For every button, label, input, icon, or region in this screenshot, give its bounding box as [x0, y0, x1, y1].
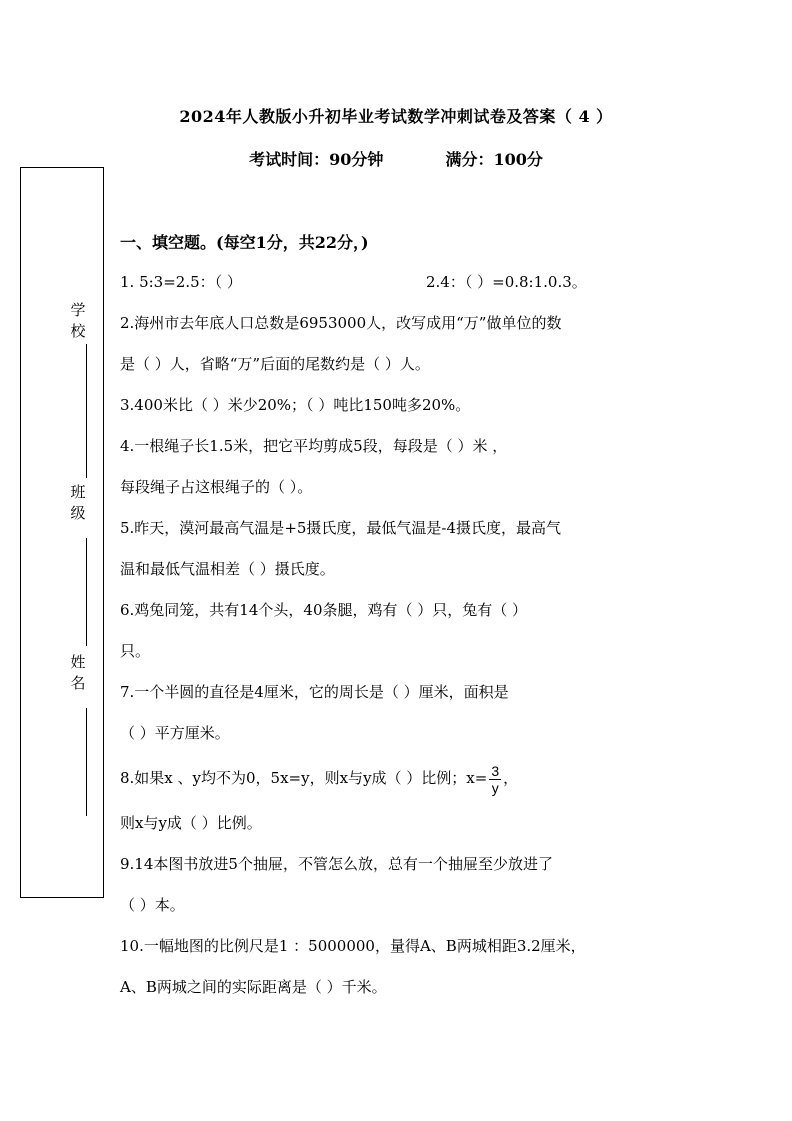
question-3: 3.400米比（ ）米少20%；（ ）吨比150吨多20%。 — [120, 396, 471, 414]
question-area — [120, 229, 680, 1008]
question-7-line2: （ ）平方厘米。 — [120, 724, 230, 742]
class-line[interactable] — [86, 538, 87, 646]
question-6-line1: 6.鸡兔同笼，共有14个头，40条腿，鸡有（ ）只，兔有（ ） — [120, 601, 528, 619]
question-6-line2: 只。 — [120, 642, 151, 660]
class-label: 班 级 — [70, 483, 86, 522]
exam-time: 考试时间：90分钟 — [249, 150, 384, 169]
question-10-line2: A、B两城之间的实际距离是（ ）千米。 — [120, 978, 387, 996]
exam-info — [0, 147, 792, 170]
exam-title: 2024年人教版小升初毕业考试数学冲刺试卷及答案（ 4 ） — [179, 107, 613, 126]
question-5-line2: 温和最低气温相差（ ）摄氏度。 — [120, 560, 335, 578]
question-2-line1: 2.海州市去年底人口总数是6953000人，改写成用“万”做单位的数 — [120, 314, 562, 332]
question-9-line2: （ ）本。 — [120, 896, 185, 914]
name-line[interactable] — [86, 708, 87, 816]
question-2-line2: 是（ ）人，省略“万”后面的尾数约是（ ）人。 — [120, 355, 430, 373]
question-10-line1: 10.一幅地图的比例尺是1 ：5000000，量得A、B两城相距3.2厘米， — [120, 937, 586, 955]
question-5-line1: 5.昨天，漠河最高气温是+5摄氏度，最低气温是-4摄氏度，最高气 — [120, 519, 562, 537]
exam-score: 满分：100分 — [445, 150, 543, 169]
question-1 — [120, 262, 680, 303]
school-label: 学 校 — [70, 301, 86, 340]
question-4-line1: 4.一根绳子长1.5米，把它平均剪成5段，每段是（ ）米 ， — [120, 437, 508, 455]
question-8-line2: 则x与y成（ ）比例。 — [120, 814, 262, 832]
section-heading: 一、填空题。(每空1分，共22分，) — [120, 233, 369, 252]
fraction-3-over-y: $\frac{3}{y}$ — [491, 762, 500, 796]
question-4-line2: 每段绳子占这根绳子的（ ）。 — [120, 478, 313, 496]
question-8-line1: 8.如果x 、y均不为0，5x=y，则x与y成（ ）比例；x= $\frac{3}{y}$ ， — [120, 762, 519, 796]
question-9-line1: 9.14本图书放进5个抽屉，不管怎么放，总有一个抽屉至少放进了 — [120, 855, 553, 873]
school-line[interactable] — [86, 344, 87, 478]
question-1a: 1. 5:3=2.5：（ ） — [120, 273, 242, 291]
question-1b: 2.4：（ ）=0.8:1.0.3。 — [426, 273, 587, 291]
question-7-line1: 7.一个半圆的直径是4厘米，它的周长是（ ）厘米，面积是 — [120, 683, 509, 701]
name-label: 姓 名 — [70, 653, 86, 692]
student-info-box — [20, 167, 104, 898]
